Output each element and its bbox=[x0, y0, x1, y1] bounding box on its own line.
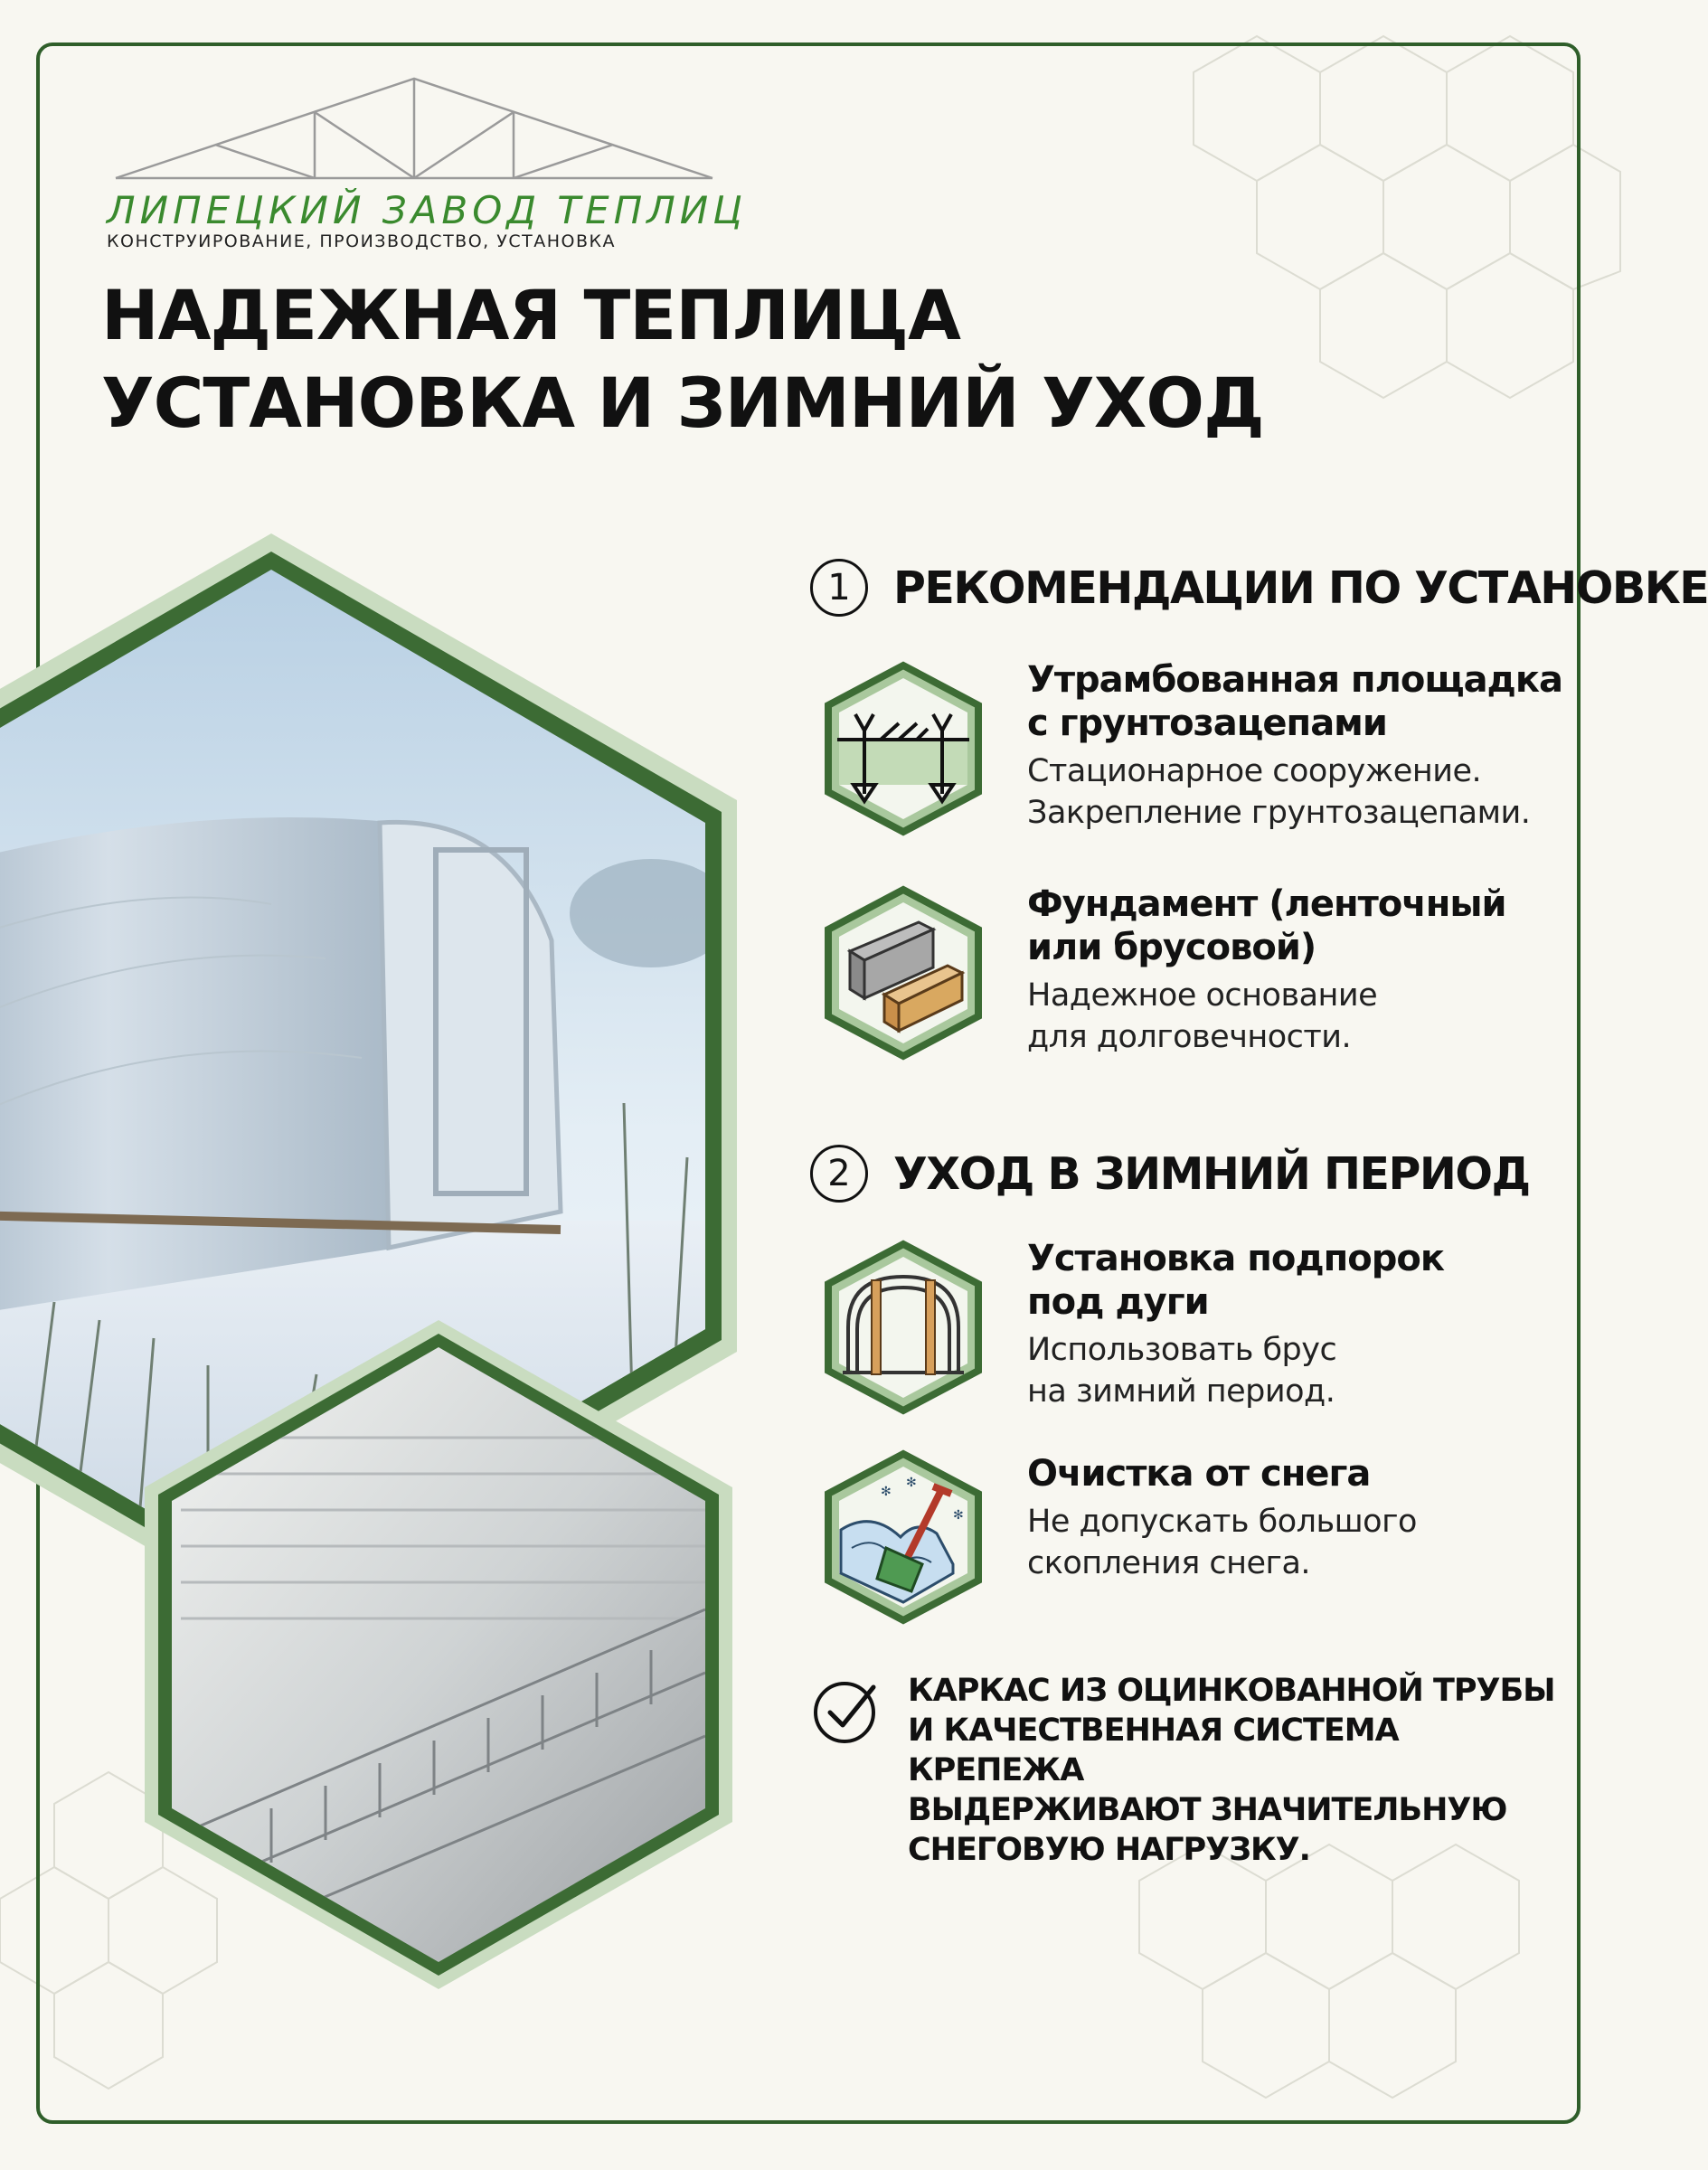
note-line: СНЕГОВУЮ НАГРУЗКУ. bbox=[908, 1832, 1310, 1868]
ground-anchor-icon bbox=[817, 658, 989, 839]
tip-description-line: для долговечности. bbox=[1027, 1019, 1352, 1055]
tip-title-line: под дуги bbox=[1027, 1281, 1209, 1323]
tip-title bbox=[1027, 658, 1579, 745]
tip-compacted-site bbox=[817, 658, 1586, 839]
tip-title bbox=[1027, 1237, 1579, 1324]
section-title: РЕКОМЕНДАЦИИ ПО УСТАНОВКЕ bbox=[893, 561, 1708, 614]
section-installation-header bbox=[810, 559, 1708, 617]
svg-text:✻: ✻ bbox=[881, 1484, 892, 1498]
tip-description-line: Надежное основание bbox=[1027, 977, 1378, 1014]
section-number-badge: 1 bbox=[810, 559, 868, 617]
tip-title-line: Утрамбованная площадка bbox=[1027, 659, 1563, 701]
tip-description-line: Не допускать большого bbox=[1027, 1504, 1417, 1540]
svg-text:✻: ✻ bbox=[906, 1475, 917, 1489]
page-title-line-2: УСТАНОВКА И ЗИМНИЙ УХОД bbox=[101, 363, 1264, 443]
tip-description bbox=[1027, 750, 1579, 834]
note-line: ВЫДЕРЖИВАЮТ ЗНАЧИТЕЛЬНУЮ bbox=[908, 1792, 1507, 1828]
section-title: УХОД В ЗИМНИЙ ПЕРИОД bbox=[893, 1147, 1530, 1200]
svg-text:✻: ✻ bbox=[953, 1507, 964, 1522]
tip-title bbox=[1027, 882, 1579, 969]
tip-title-line: Очистка от снега bbox=[1027, 1453, 1371, 1495]
frame-strength-note bbox=[810, 1671, 1588, 1868]
tip-title-line: Установка подпорок bbox=[1027, 1238, 1445, 1279]
section-winter-care-header bbox=[810, 1145, 1530, 1203]
section-number-badge: 2 bbox=[810, 1145, 868, 1203]
arch-supports-icon bbox=[817, 1237, 989, 1418]
hero-hexagon-images bbox=[0, 524, 778, 2007]
tip-description-line: на зимний период. bbox=[1027, 1373, 1335, 1410]
note-text bbox=[908, 1671, 1577, 1870]
tip-title-line: Фундамент (ленточный bbox=[1027, 883, 1506, 925]
tip-description-line: скопления снега. bbox=[1027, 1545, 1311, 1581]
tip-description-line: Закрепление грунтозацепами. bbox=[1027, 795, 1531, 831]
tip-description bbox=[1027, 1329, 1579, 1412]
tip-snow-removal bbox=[817, 1447, 1586, 1628]
page-title bbox=[101, 271, 1277, 447]
tip-description-line: Использовать брус bbox=[1027, 1332, 1337, 1368]
tip-description-line: Стационарное сооружение. bbox=[1027, 753, 1482, 789]
note-line: И КАЧЕСТВЕННАЯ СИСТЕМА КРЕПЕЖА bbox=[908, 1712, 1399, 1788]
tip-foundation bbox=[817, 882, 1586, 1063]
tip-title bbox=[1027, 1452, 1579, 1495]
brand-tagline: КОНСТРУИРОВАНИЕ, ПРОИЗВОДСТВО, УСТАНОВКА bbox=[107, 231, 616, 251]
foundation-beams-icon bbox=[817, 882, 989, 1063]
checkmark-circle-icon bbox=[810, 1675, 882, 1747]
tip-title-line: или брусовой) bbox=[1027, 927, 1316, 968]
tip-title-line: с грунтозацепами bbox=[1027, 703, 1387, 744]
snow-shovel-icon bbox=[817, 1447, 989, 1628]
brand-name: ЛИПЕЦКИЙ ЗАВОД ТЕПЛИЦ bbox=[107, 188, 747, 232]
tip-description bbox=[1027, 1501, 1579, 1584]
note-line: КАРКАС ИЗ ОЦИНКОВАННОЙ ТРУБЫ bbox=[908, 1673, 1555, 1709]
page-title-line-1: НАДЕЖНАЯ ТЕПЛИЦА bbox=[101, 275, 960, 355]
tip-arch-supports bbox=[817, 1237, 1586, 1418]
tip-description bbox=[1027, 975, 1579, 1058]
